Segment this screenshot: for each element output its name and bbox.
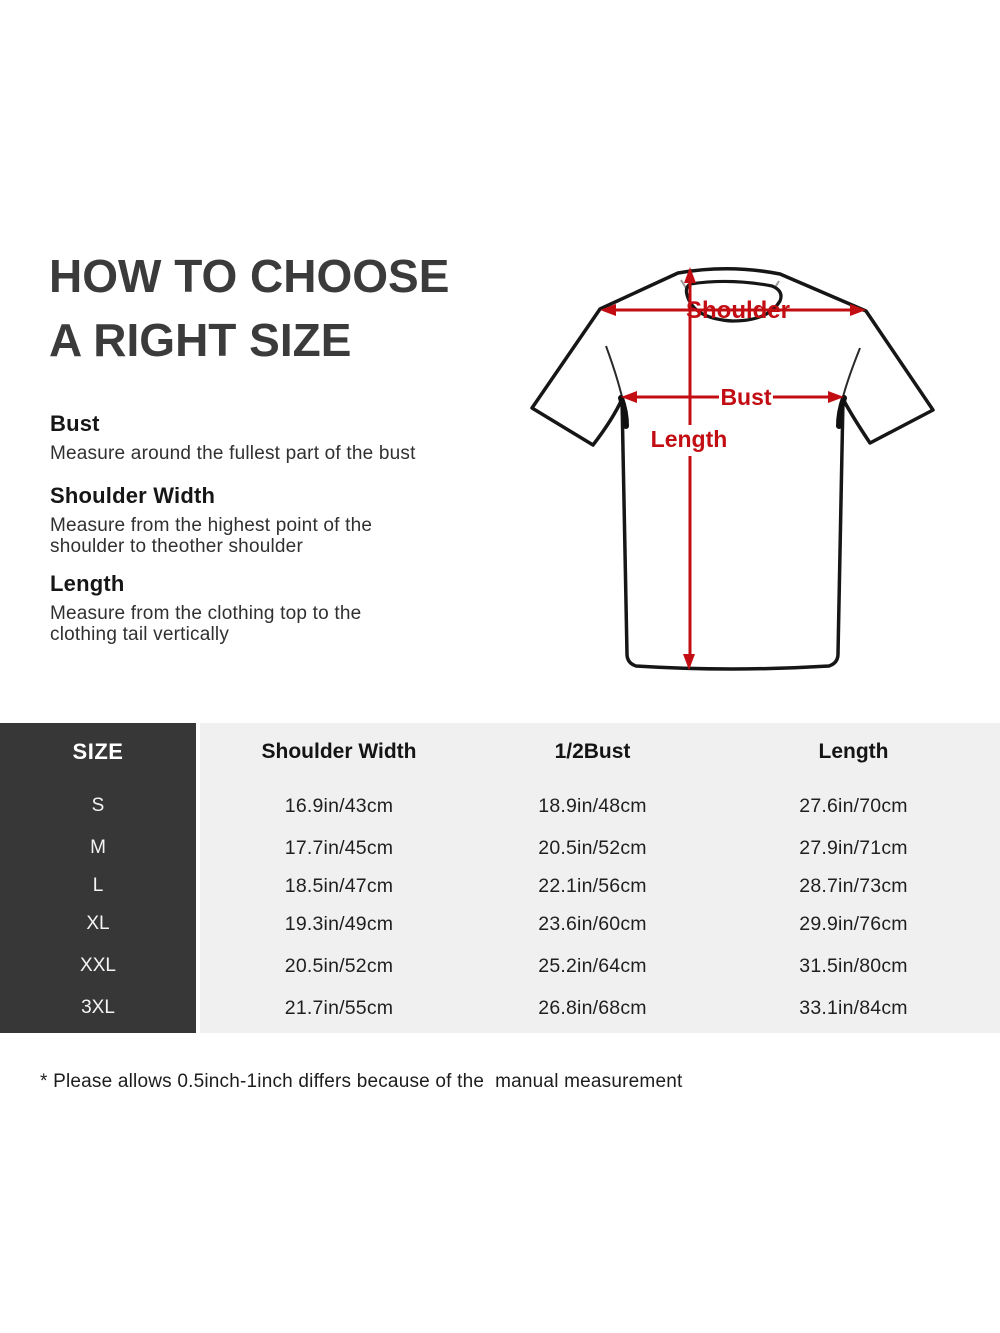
table-row-3xl — [0, 993, 1000, 1023]
tshirt-diagram — [500, 240, 940, 680]
bust-measure-label: Bust — [720, 384, 772, 410]
length-cell: 29.9in/76cm — [799, 912, 908, 935]
table-row-s — [0, 791, 1000, 821]
column-header-size: SIZE — [72, 739, 124, 764]
shoulder-measure-label: Shoulder — [685, 297, 791, 324]
size-cell: L — [92, 875, 104, 896]
section-bust-heading: Bust — [50, 411, 100, 436]
shoulder-cell: 21.7in/55cm — [284, 996, 394, 1019]
bust-cell: 22.1in/56cm — [538, 874, 647, 897]
length-cell: 27.6in/70cm — [799, 794, 908, 817]
table-row-xxl — [0, 951, 1000, 981]
table-row-l — [0, 871, 1000, 901]
size-table — [0, 723, 1000, 1033]
page-title-line1: HOW TO CHOOSE — [49, 250, 450, 302]
section-bust-text: Measure around the fullest part of the bust — [50, 443, 416, 464]
shoulder-cell: 20.5in/52cm — [284, 954, 394, 977]
tshirt-outline — [532, 269, 933, 669]
size-cell: 3XL — [81, 997, 115, 1018]
bust-cell: 25.2in/64cm — [538, 954, 647, 977]
measurement-disclaimer: * Please allows 0.5inch-1inch differs because of the manual measurement — [40, 1071, 683, 1092]
bust-cell: 20.5in/52cm — [538, 836, 647, 859]
section-length-text: Measure from the clothing top to the clothing tail vertically — [50, 603, 362, 645]
length-cell: 27.9in/71cm — [799, 836, 908, 859]
size-cell: S — [91, 795, 105, 816]
length-cell: 33.1in/84cm — [799, 996, 908, 1019]
size-cell: M — [90, 837, 106, 858]
bust-cell: 18.9in/48cm — [538, 794, 647, 817]
length-cell: 28.7in/73cm — [799, 874, 908, 897]
column-header-shoulder-width: Shoulder Width — [261, 740, 417, 763]
shoulder-cell: 18.5in/47cm — [284, 874, 394, 897]
shoulder-cell: 17.7in/45cm — [284, 836, 394, 859]
table-row-xl — [0, 909, 1000, 939]
section-length — [50, 571, 418, 645]
section-bust — [50, 411, 510, 465]
shoulder-cell: 19.3in/49cm — [284, 912, 394, 935]
bust-cell: 23.6in/60cm — [538, 912, 647, 935]
section-shoulder-width — [50, 483, 418, 557]
size-table-header-row — [0, 737, 1000, 767]
length-measure-label: Length — [650, 426, 728, 452]
size-cell: XXL — [80, 955, 116, 976]
column-header-length: Length — [818, 740, 889, 763]
section-length-heading: Length — [50, 571, 125, 596]
page-title — [49, 244, 449, 372]
page-title-line2: A RIGHT SIZE — [49, 314, 352, 366]
length-cell: 31.5in/80cm — [799, 954, 908, 977]
shoulder-cell: 16.9in/43cm — [284, 794, 394, 817]
column-header-half-bust: 1/2Bust — [554, 740, 631, 763]
size-cell: XL — [86, 913, 110, 934]
table-row-m — [0, 833, 1000, 863]
bust-cell: 26.8in/68cm — [538, 996, 647, 1019]
section-shoulder-width-text: Measure from the highest point of the shoulder to theother shoulder — [50, 515, 373, 557]
section-shoulder-width-heading: Shoulder Width — [50, 483, 216, 508]
